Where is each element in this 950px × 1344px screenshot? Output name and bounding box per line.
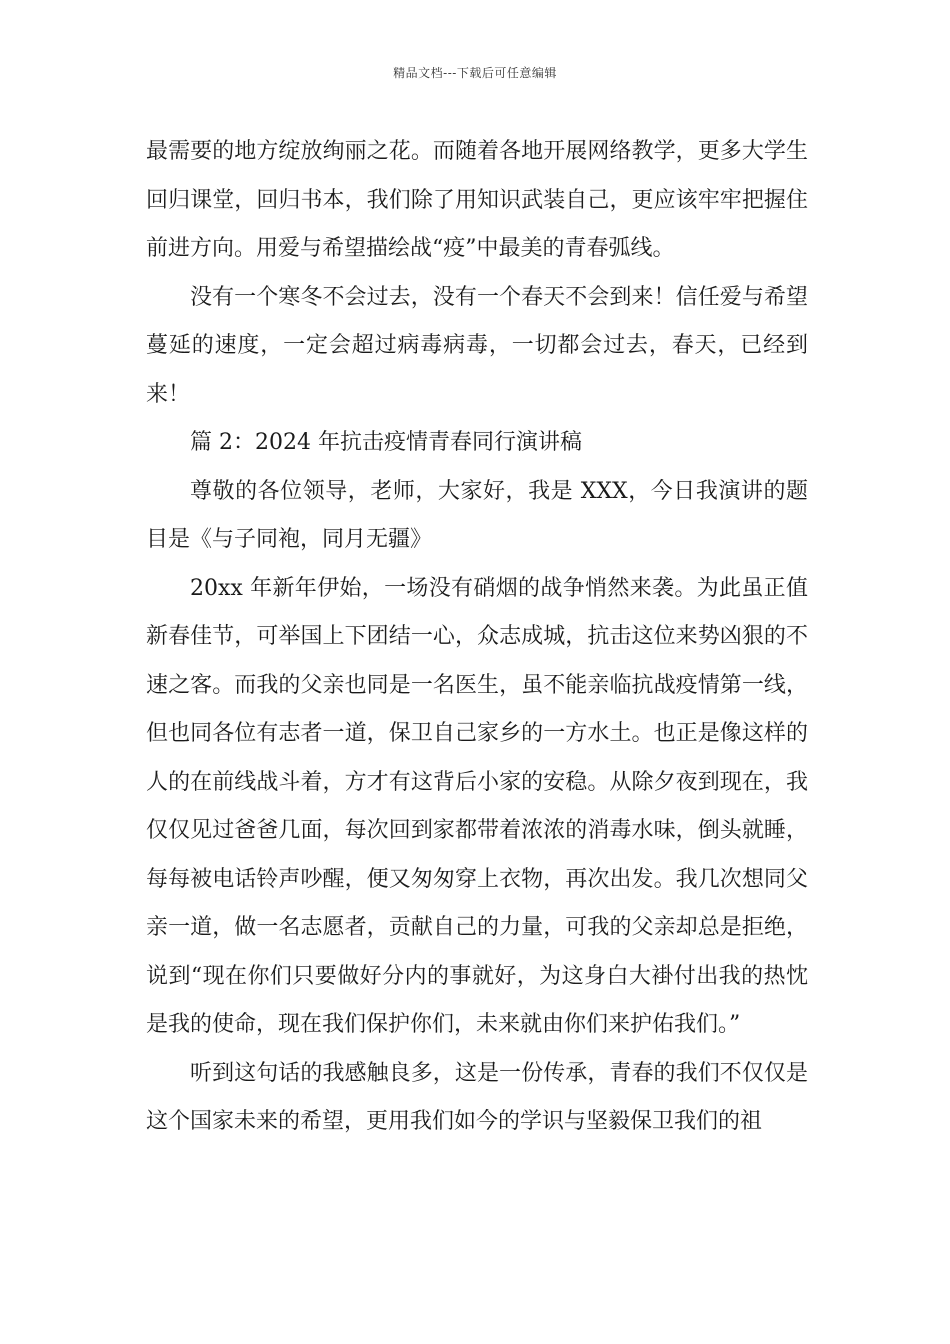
paragraph-1: 最需要的地方绽放绚丽之花。而随着各地开展网络教学，更多大学生回归课堂，回归书本，我们除了用知识武装自己，更应该牢牢把握住前进方向。用爱与希望描绘战“疫”中最美的青春弧线。 xyxy=(146,139,808,261)
page-header: 精品文档---下载后可任意编辑 xyxy=(393,66,557,80)
section-heading: 篇 2：2024 年抗击疫情青春同行演讲稿 xyxy=(190,430,582,455)
paragraph-4: 20xx 年新年伊始，一场没有硝烟的战争悄然来袭。为此虽正值新春佳节，可举国上下团结一心，众志成城，抗击这位来势凶狠的不速之客。而我的父亲也同是一名医生，虽不能亲临抗战疫情第一线，但也同各位有志者一道，保卫自己家乡的一方水土。也正是像这样的人的在前线战斗着，方才有这背后小家的安稳。从除夕夜到现在，我仅仅见过爸爸几面，每次回到家都带着浓浓的消毒水味，倒头就睡，每每被电话铃声吵醒，便又匆匆穿上衣物，再次出发。我几次想同父亲一道，做一名志愿者，贡献自己的力量，可我的父亲却总是拒绝，说到“现在你们只要做好分内的事就好，为这身白大褂付出我的热忱是我的使命，现在我们保护你们，未来就由你们来护佑我们。” xyxy=(146,575,808,1037)
document-body xyxy=(146,128,808,1147)
paragraph-2: 没有一个寒冬不会过去，没有一个春天不会到来！信任爱与希望蔓延的速度，一定会超过病毒病毒，一切都会过去，春天，已经到来！ xyxy=(146,284,808,407)
paragraph-3: 尊敬的各位领导，老师，大家好，我是 XXX，今日我演讲的题目是《与子同袍，同月无疆》 xyxy=(146,478,808,552)
paragraph-5: 听到这句话的我感触良多，这是一份传承，青春的我们不仅仅是这个国家未来的希望，更用我们如今的学识与坚毅保卫我们的祖 xyxy=(146,1060,808,1134)
